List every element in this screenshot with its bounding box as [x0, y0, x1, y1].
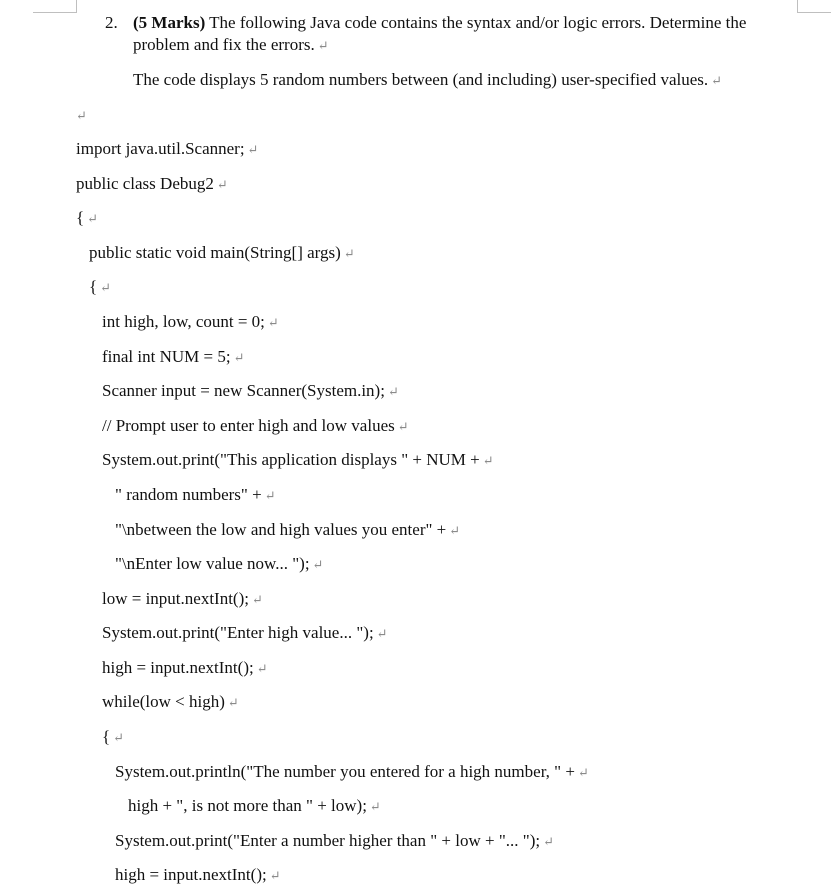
code-line — [102, 449, 494, 472]
paragraph-mark: ↵ — [87, 211, 99, 226]
code-text: { — [76, 208, 85, 227]
question-prompt-text: The following Java code contains the syntax and/or logic errors. Determine the problem and fix the errors. — [133, 13, 747, 54]
code-line — [76, 207, 98, 230]
question-description — [133, 69, 722, 92]
paragraph-mark: ↵ — [317, 38, 329, 53]
code-text: public class Debug2 — [76, 174, 214, 193]
code-text: System.out.print("Enter high value... "); — [102, 623, 374, 642]
code-line — [102, 588, 263, 611]
code-text: high = input.nextInt(); — [115, 865, 267, 884]
code-line — [115, 864, 281, 887]
paragraph-mark: ↵ — [482, 453, 494, 468]
question-description-text: The code displays 5 random numbers between (and including) user-specified values. — [133, 70, 709, 89]
paragraph-mark: ↵ — [711, 73, 723, 88]
code-line — [115, 553, 323, 576]
code-line — [76, 138, 258, 161]
empty-paragraph — [76, 104, 87, 127]
paragraph-mark: ↵ — [227, 695, 239, 710]
code-line — [102, 311, 279, 334]
code-text: public static void main(String[] args) — [89, 243, 341, 262]
paragraph-mark: ↵ — [100, 280, 112, 295]
code-text: final int NUM = 5; — [102, 347, 231, 366]
code-text: "\nbetween the low and high values you enter" + — [115, 520, 447, 539]
code-text: " random numbers" + — [115, 485, 262, 504]
code-text: high + ", is not more than " + low); — [128, 796, 367, 815]
paragraph-mark: ↵ — [449, 523, 461, 538]
paragraph-mark: ↵ — [387, 384, 399, 399]
code-text: while(low < high) — [102, 692, 225, 711]
code-text: Scanner input = new Scanner(System.in); — [102, 381, 385, 400]
paragraph-mark: ↵ — [369, 799, 381, 814]
code-text: low = input.nextInt(); — [102, 589, 249, 608]
code-text: int high, low, count = 0; — [102, 312, 265, 331]
paragraph-mark: ↵ — [543, 834, 555, 849]
paragraph-mark: ↵ — [256, 661, 268, 676]
paragraph-mark: ↵ — [376, 626, 388, 641]
code-line — [76, 173, 228, 196]
code-line — [102, 380, 399, 403]
paragraph-mark: ↵ — [577, 765, 589, 780]
code-line — [102, 691, 239, 714]
paragraph-mark: ↵ — [251, 592, 263, 607]
code-text: System.out.print("Enter a number higher than " + low + "... "); — [115, 831, 541, 850]
paragraph-mark: ↵ — [269, 868, 281, 883]
code-line — [115, 761, 589, 784]
code-line — [102, 346, 245, 369]
code-line — [115, 830, 554, 853]
question-number: 2. — [105, 13, 118, 32]
paragraph-mark: ↵ — [233, 350, 245, 365]
code-line — [89, 242, 355, 265]
paragraph-mark: ↵ — [264, 488, 276, 503]
code-line — [115, 519, 460, 542]
paragraph-mark: ↵ — [343, 246, 355, 261]
code-line — [89, 276, 111, 299]
paragraph-mark: ↵ — [216, 177, 228, 192]
paragraph-mark: ↵ — [312, 557, 324, 572]
code-text: { — [89, 277, 98, 296]
code-text: System.out.println("The number you entered for a high number, " + — [115, 762, 575, 781]
code-line — [128, 795, 381, 818]
code-text: import java.util.Scanner; — [76, 139, 245, 158]
question-prompt — [133, 12, 783, 57]
code-line — [102, 622, 388, 645]
page-corner-mark-left — [33, 0, 77, 13]
paragraph-mark: ↵ — [76, 108, 87, 123]
code-text: // Prompt user to enter high and low values — [102, 416, 395, 435]
code-text: System.out.print("This application displays " + NUM + — [102, 450, 480, 469]
code-text: { — [102, 727, 111, 746]
code-line — [102, 726, 124, 749]
paragraph-mark: ↵ — [247, 142, 259, 157]
code-line — [102, 415, 409, 438]
question-marks: (5 Marks) — [133, 13, 206, 32]
code-line — [115, 484, 276, 507]
paragraph-mark: ↵ — [113, 730, 125, 745]
code-text: high = input.nextInt(); — [102, 658, 254, 677]
code-line — [102, 657, 268, 680]
code-text: "\nEnter low value now... "); — [115, 554, 310, 573]
paragraph-mark: ↵ — [267, 315, 279, 330]
paragraph-mark: ↵ — [397, 419, 409, 434]
page-corner-mark-right — [797, 0, 831, 13]
